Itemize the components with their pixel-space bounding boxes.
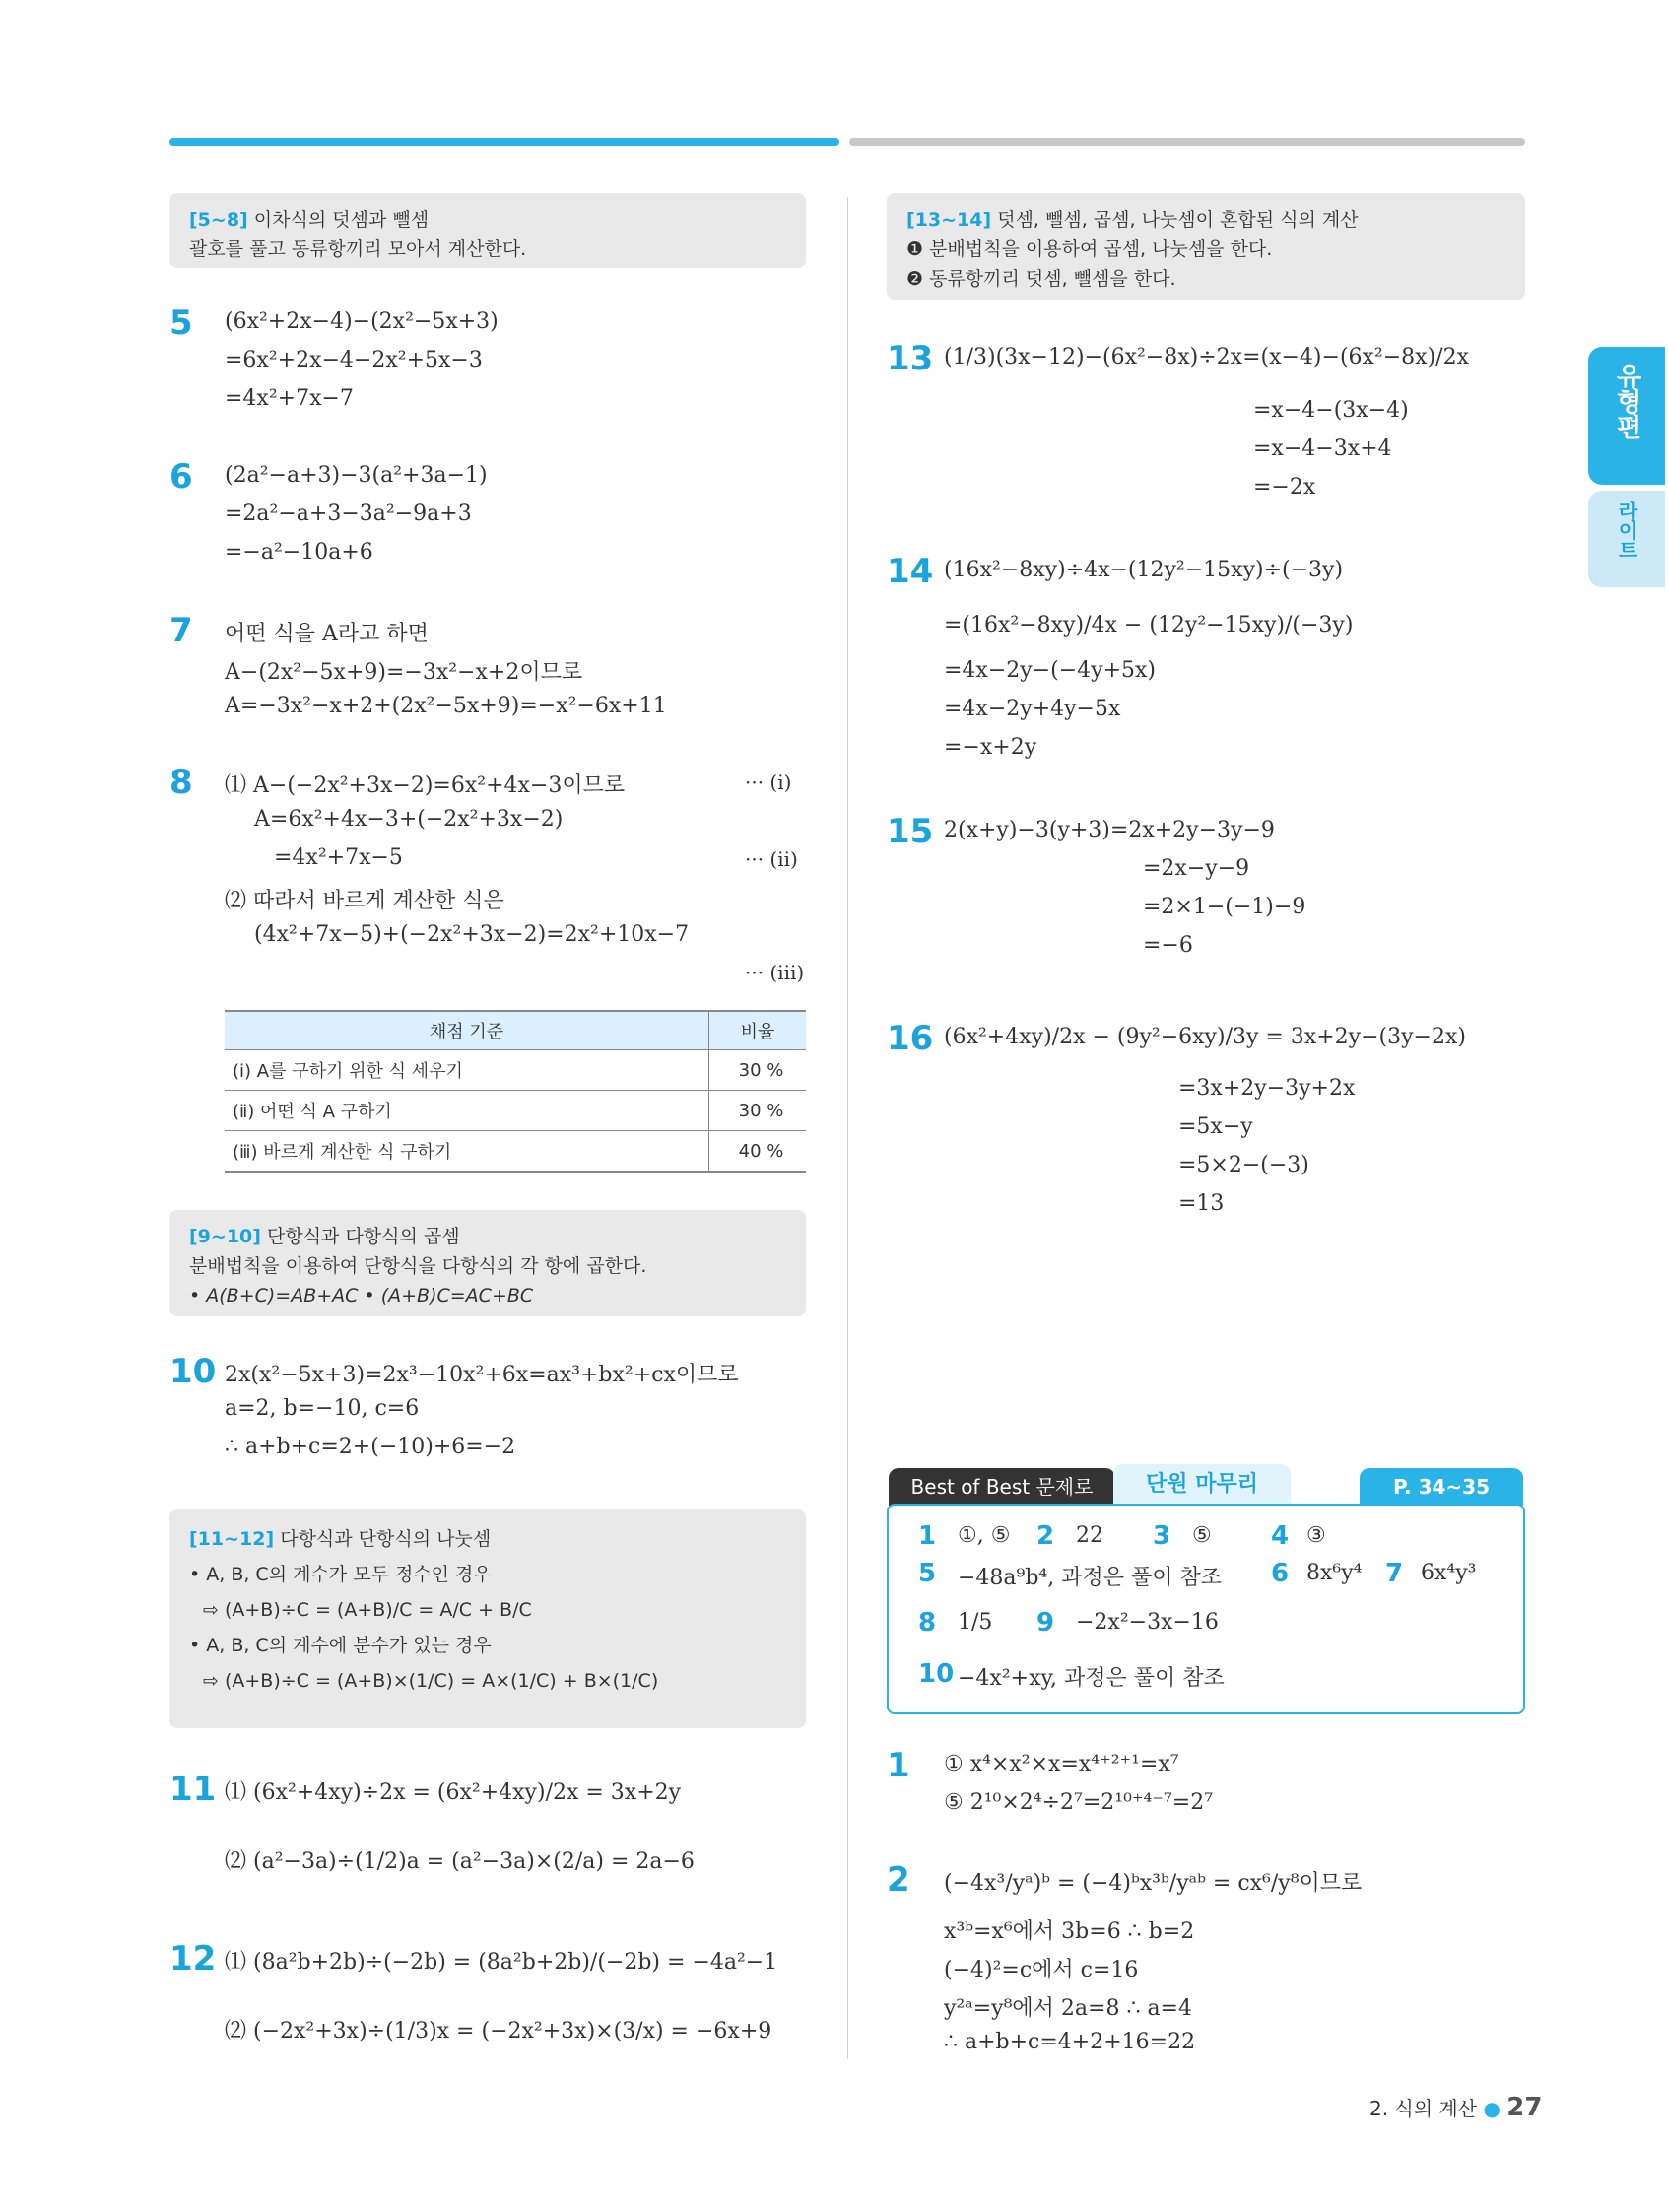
tip-box-11-12	[169, 1509, 806, 1728]
answer-value: 6x⁴y³	[1421, 1561, 1477, 1585]
page-reference-tab[interactable]: P. 34~35	[1360, 1468, 1523, 1506]
problem-number: 1	[887, 1746, 910, 1785]
solution-line: ⑴ A−(−2x²+3x−2)=6x²+4x−3이므로	[225, 773, 626, 798]
solution-line: ⑵ (−2x²+3x)÷(1/3)x = (−2x²+3x)×(3/x) = −6x+9	[225, 2019, 772, 2044]
solution-line: =5×2−(−3)	[1178, 1153, 1309, 1177]
tip-line: • A(B+C)=AB+AC • (A+B)C=AC+BC	[189, 1285, 534, 1307]
problem-number: 14	[887, 552, 934, 591]
tip-line: 분배법칙을 이용하여 단항식을 다항식의 각 항에 곱한다.	[189, 1255, 647, 1277]
solution-line: (6x²+4xy)/2x − (9y²−6xy)/3y = 3x+2y−(3y−2x)	[944, 1025, 1466, 1049]
problem-number: 5	[169, 303, 193, 343]
problem-number: 15	[887, 812, 934, 851]
answer-number: 7	[1385, 1559, 1404, 1588]
best-of-best-tab[interactable]: Best of Best 문제로	[889, 1468, 1115, 1506]
answer-value: 8x⁶y⁴	[1306, 1561, 1363, 1585]
tip-title: 덧셈, 뺄셈, 곱셈, 나눗셈이 혼합된 식의 계산	[997, 209, 1359, 231]
solution-line: (−4x³/yᵃ)ᵇ = (−4)ᵇx³ᵇ/yᵃᵇ = cx⁶/y⁸이므로	[944, 1871, 1363, 1896]
tip-title: 다항식과 단항식의 나눗셈	[280, 1528, 492, 1550]
problem-number: 6	[169, 457, 193, 497]
chapter-label: 2. 식의 계산	[1369, 2097, 1478, 2120]
answer-number: 8	[918, 1608, 937, 1638]
answer-number: 6	[1271, 1559, 1290, 1588]
answer-value: −48a⁹b⁴, 과정은 풀이 참조	[958, 1566, 1223, 1590]
solution-line: =2a²−a+3−3a²−9a+3	[225, 502, 472, 526]
solution-line: =4x−2y+4y−5x	[944, 697, 1121, 721]
tip-line: ⇨ (A+B)÷C = (A+B)×(1/C) = A×(1/C) + B×(1/C)	[203, 1670, 659, 1692]
step-marker: ··· (ⅲ)	[745, 961, 805, 984]
criterion-cell: (ⅲ) 바르게 계산한 식 구하기	[225, 1131, 709, 1173]
solution-line: =−x+2y	[944, 735, 1037, 760]
solution-line: =4x²+7x−7	[225, 386, 354, 411]
criterion-cell: (ⅰ) A를 구하기 위한 식 세우기	[225, 1050, 709, 1091]
solution-line: ⑵ 따라서 바르게 계산한 식은	[225, 889, 504, 913]
solution-line: =2×1−(−1)−9	[1143, 895, 1306, 919]
tip-title: 이차식의 덧셈과 뺄셈	[253, 209, 430, 231]
answer-value: 22	[1076, 1523, 1103, 1548]
tip-title: 단항식과 다항식의 곱셈	[267, 1226, 460, 1247]
solution-line: x³ᵇ=x⁶에서 3b=6 ∴ b=2	[944, 1919, 1195, 1944]
criterion-cell: (ⅱ) 어떤 식 A 구하기	[225, 1091, 709, 1131]
table-row	[225, 1131, 806, 1173]
table-row	[225, 1091, 806, 1131]
tip-box-9-10	[169, 1210, 806, 1316]
solution-line: =−a²−10a+6	[225, 540, 373, 565]
ratio-cell: 30 %	[709, 1050, 807, 1091]
solution-line: (−4)²=c에서 c=16	[944, 1958, 1139, 1982]
solution-line: =x−4−3x+4	[1253, 436, 1392, 461]
solution-line: a=2, b=−10, c=6	[225, 1396, 420, 1421]
side-tab-section[interactable]	[1588, 347, 1665, 485]
answer-value: −2x²−3x−16	[1076, 1610, 1219, 1635]
tip-line: ❷ 동류항끼리 덧셈, 뺄셈을 한다.	[906, 268, 1176, 290]
top-bar-right	[849, 138, 1525, 146]
solution-line: =13	[1178, 1191, 1225, 1216]
footer-dot-icon: ●	[1483, 2097, 1501, 2120]
answer-number: 5	[918, 1559, 937, 1588]
answer-number: 3	[1153, 1521, 1171, 1551]
solution-line: ∴ a+b+c=2+(−10)+6=−2	[225, 1435, 516, 1459]
tip-line: • A, B, C의 계수가 모두 정수인 경우	[189, 1564, 492, 1585]
ratio-cell: 30 %	[709, 1091, 807, 1131]
solution-line: y²ᵃ=y⁸에서 2a=8 ∴ a=4	[944, 1996, 1192, 2021]
step-marker: ··· (ⅰ)	[745, 771, 792, 794]
tip-box-5-8	[169, 193, 806, 268]
answer-value: ③	[1306, 1523, 1326, 1548]
table-header-ratio: 비율	[709, 1011, 807, 1050]
problem-number: 2	[887, 1860, 910, 1900]
solution-line: ① x⁴×x²×x=x⁴⁺²⁺¹=x⁷	[944, 1752, 1179, 1776]
problem-number: 11	[169, 1770, 217, 1809]
scoring-table	[225, 1010, 806, 1173]
solution-line: ⑤ 2¹⁰×2⁴÷2⁷=2¹⁰⁺⁴⁻⁷=2⁷	[944, 1790, 1214, 1815]
solution-line: ⑴ (6x²+4xy)÷2x = (6x²+4xy)/2x = 3x+2y	[225, 1780, 682, 1805]
tip-head: [11~12]	[189, 1528, 275, 1550]
answer-value: 1/5	[958, 1610, 993, 1635]
solution-line: A=6x²+4x−3+(−2x²+3x−2)	[254, 807, 564, 832]
problem-number: 8	[169, 763, 193, 802]
solution-line: (2a²−a+3)−3(a²+3a−1)	[225, 463, 488, 488]
solution-line: =(16x²−8xy)/4x − (12y²−15xy)/(−3y)	[944, 613, 1354, 637]
solution-line: ∴ a+b+c=4+2+16=22	[944, 2030, 1196, 2054]
solution-line: =6x²+2x−4−2x²+5x−3	[225, 348, 483, 372]
solution-line: ⑵ (a²−3a)÷(1/2)a = (a²−3a)×(2/a) = 2a−6	[225, 1849, 695, 1874]
table-row	[225, 1050, 806, 1091]
solution-line: (6x²+2x−4)−(2x²−5x+3)	[225, 309, 499, 334]
column-divider	[847, 197, 848, 2059]
solution-line: 2x(x²−5x+3)=2x³−10x²+6x=ax³+bx²+cx이므로	[225, 1363, 739, 1387]
solution-line: =3x+2y−3y+2x	[1178, 1076, 1356, 1101]
answer-number: 2	[1036, 1521, 1055, 1551]
table-header-criterion: 채점 기준	[225, 1011, 709, 1050]
solution-line: =−6	[1143, 933, 1193, 958]
page-footer	[1369, 2093, 1542, 2122]
solution-line: =5x−y	[1178, 1114, 1253, 1139]
table-header-row	[225, 1011, 806, 1050]
solution-line: =−2x	[1253, 475, 1316, 500]
tip-head: [13~14]	[906, 209, 992, 231]
solution-line: =4x²+7x−5	[274, 845, 403, 870]
side-tab-level[interactable]	[1588, 491, 1665, 587]
answer-value: ①, ⑤	[958, 1523, 1011, 1548]
solution-line: (16x²−8xy)÷4x−(12y²−15xy)÷(−3y)	[944, 558, 1344, 582]
solution-line: =x−4−(3x−4)	[1253, 398, 1409, 423]
page-number: 27	[1506, 2093, 1543, 2122]
tip-box-13-14	[887, 193, 1525, 300]
solution-line: A−(2x²−5x+9)=−3x²−x+2이므로	[225, 660, 583, 685]
solution-line: =4x−2y−(−4y+5x)	[944, 658, 1156, 683]
answer-number: 9	[1036, 1608, 1055, 1638]
unit-review-tab[interactable]: 단원 마무리	[1113, 1464, 1291, 1506]
step-marker: ··· (ⅱ)	[745, 847, 798, 871]
tip-head: [9~10]	[189, 1226, 261, 1247]
solution-line: (1/3)(3x−12)−(6x²−8x)÷2x=(x−4)−(6x²−8x)/2x	[944, 345, 1469, 369]
solution-line: (4x²+7x−5)+(−2x²+3x−2)=2x²+10x−7	[254, 922, 690, 947]
problem-number: 16	[887, 1019, 934, 1058]
solution-line: ⑴ (8a²b+2b)÷(−2b) = (8a²b+2b)/(−2b) = −4a²−1	[225, 1950, 778, 1975]
tip-body: 괄호를 풀고 동류항끼리 모아서 계산한다.	[189, 238, 527, 260]
answer-number: 1	[918, 1521, 937, 1551]
tip-line: ⇨ (A+B)÷C = (A+B)/C = A/C + B/C	[203, 1599, 532, 1621]
tip-line: ❶ 분배법칙을 이용하여 곱셈, 나눗셈을 한다.	[906, 238, 1273, 260]
solution-line: 2(x+y)−3(y+3)=2x+2y−3y−9	[944, 818, 1275, 842]
tip-head: [5~8]	[189, 209, 248, 231]
tip-line: • A, B, C의 계수에 분수가 있는 경우	[189, 1635, 492, 1656]
solution-line: 어떤 식을 A라고 하면	[225, 622, 429, 646]
answer-number: 10	[918, 1659, 955, 1689]
answer-value: −4x²+xy, 과정은 풀이 참조	[958, 1666, 1225, 1691]
ratio-cell: 40 %	[709, 1131, 807, 1173]
side-tab-level-label: 라이트	[1615, 501, 1638, 560]
answer-value: ⑤	[1192, 1523, 1212, 1548]
problem-number: 7	[169, 611, 193, 650]
answer-number: 4	[1271, 1521, 1290, 1551]
problem-number: 10	[169, 1352, 217, 1391]
solution-line: =2x−y−9	[1143, 856, 1250, 881]
top-bar-left	[169, 138, 839, 146]
problem-number: 13	[887, 339, 934, 378]
side-tab-label: 유형편	[1612, 363, 1641, 439]
problem-number: 12	[169, 1939, 217, 1978]
solution-line: A=−3x²−x+2+(2x²−5x+9)=−x²−6x+11	[225, 694, 667, 718]
